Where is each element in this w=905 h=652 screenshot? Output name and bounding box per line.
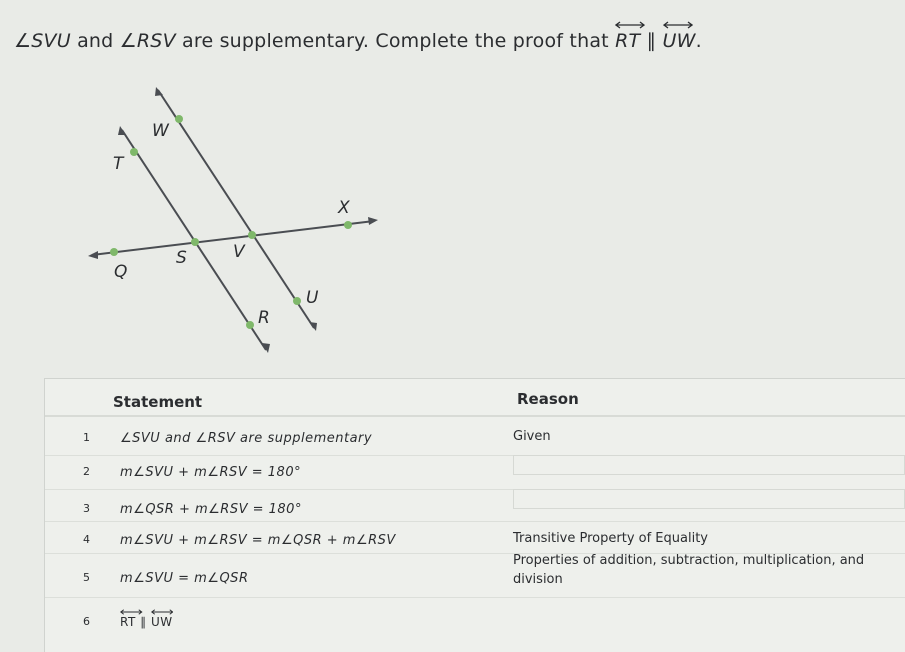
- line-uw-symbol: [151, 615, 173, 629]
- row-divider: [45, 521, 905, 522]
- label-w: W: [152, 121, 169, 141]
- prompt-text: are supplementary. Complete the proof that: [182, 30, 609, 52]
- row-statement: m∠SVU + m∠RSV = 180°: [120, 465, 302, 480]
- row-reason: Properties of addition, subtraction, multiplication, and division: [513, 553, 865, 587]
- point-s: [191, 238, 199, 246]
- row-statement: [120, 615, 173, 629]
- label-x: X: [338, 198, 350, 218]
- label-u: U: [306, 288, 319, 308]
- arrowhead-r: [262, 343, 270, 353]
- label-q: Q: [114, 262, 128, 282]
- point-t: [130, 148, 138, 156]
- point-r: [246, 321, 254, 329]
- prompt-and: and: [77, 30, 114, 52]
- row-number: 4: [83, 533, 90, 546]
- prompt-period: .: [695, 30, 702, 52]
- row-number: 2: [83, 465, 90, 478]
- double-arrow-icon: [615, 21, 645, 29]
- parallel-symbol: ∥: [646, 30, 657, 52]
- point-q: [110, 248, 118, 256]
- line-uw-label: UW: [662, 30, 696, 52]
- prompt-angle-rsv: ∠RSV: [119, 30, 176, 52]
- arrowhead-x: [368, 217, 378, 225]
- point-x: [344, 221, 352, 229]
- row-number: 3: [83, 502, 90, 515]
- line-uw-symbol: [663, 30, 696, 52]
- label-r: R: [258, 308, 270, 328]
- row-statement: ∠SVU and ∠RSV are supplementary: [120, 431, 373, 446]
- label-v: V: [233, 242, 245, 262]
- header-statement: Statement: [113, 393, 203, 411]
- line-uw-label: UW: [150, 615, 173, 629]
- point-w: [175, 115, 183, 123]
- arrowhead-q: [88, 251, 98, 259]
- row-divider: [45, 597, 905, 598]
- double-arrow-icon: [151, 609, 174, 615]
- row-number: 6: [83, 615, 90, 628]
- row-number: 5: [83, 571, 90, 584]
- double-arrow-icon: [663, 21, 693, 29]
- parallel-symbol: ∥: [140, 615, 147, 629]
- line-wvu: [158, 90, 314, 328]
- point-v: [248, 231, 256, 239]
- line-rt-symbol: [120, 615, 136, 629]
- arrowhead-t: [118, 126, 126, 135]
- double-arrow-icon: [120, 609, 143, 615]
- row-statement: m∠SVU = m∠QSR: [120, 571, 249, 586]
- proof-table: [44, 378, 905, 652]
- geometry-figure: [80, 85, 380, 355]
- row-reason: Transitive Property of Equality: [513, 531, 708, 546]
- point-u: [293, 297, 301, 305]
- row-reason: Given: [513, 429, 551, 444]
- label-s: S: [176, 248, 187, 268]
- reason-input-row-3[interactable]: [513, 489, 905, 509]
- line-rt-label: RT: [615, 30, 641, 52]
- header-reason: Reason: [517, 390, 579, 408]
- arrowhead-u: [309, 322, 317, 331]
- prompt-angle-svu: ∠SVU: [14, 30, 71, 52]
- line-rt-symbol: [615, 30, 640, 52]
- reason-input-row-2[interactable]: [513, 455, 905, 475]
- row-number: 1: [83, 431, 90, 444]
- arrowhead-w: [155, 87, 163, 96]
- problem-prompt: [14, 30, 702, 52]
- line-rt-label: RT: [120, 615, 136, 629]
- row-statement: m∠QSR + m∠RSV = 180°: [120, 502, 302, 517]
- row-statement: m∠SVU + m∠RSV = m∠QSR + m∠RSV: [120, 533, 396, 548]
- label-t: T: [113, 154, 124, 174]
- proof-header: [45, 379, 905, 417]
